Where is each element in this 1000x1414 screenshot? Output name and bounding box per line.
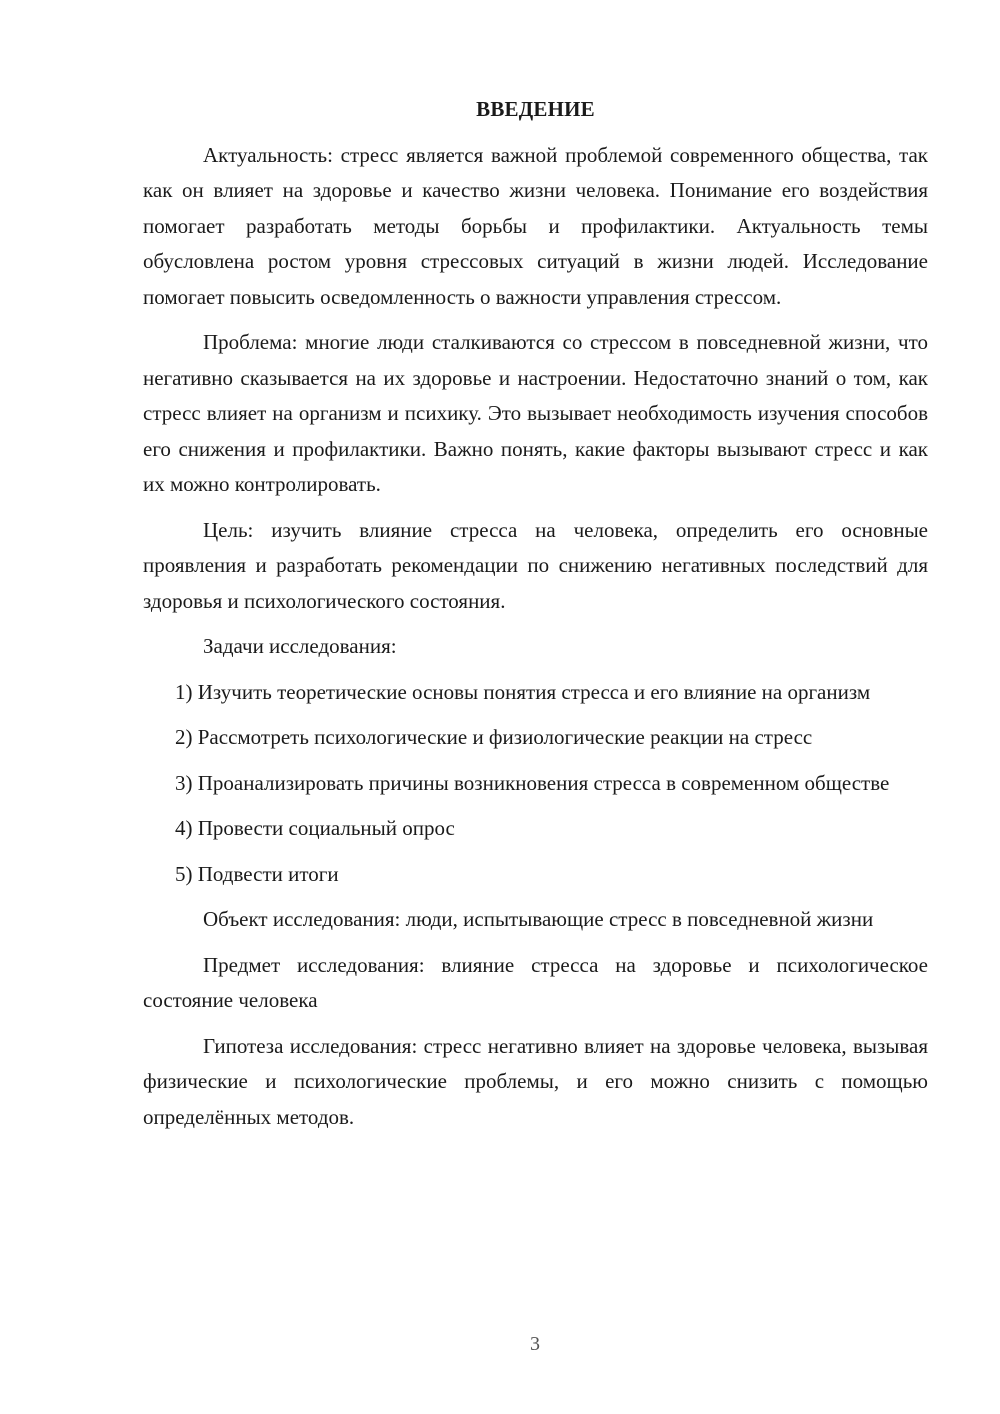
tasks-heading: Задачи исследования: — [203, 634, 397, 658]
page-number: 3 — [530, 1333, 540, 1355]
task-item-3: 3) Проанализировать причины возникновения стресса в современном обществе — [175, 770, 890, 795]
object-paragraph: Объект исследования: люди, испытывающие стресс в повседневной жизни — [203, 907, 874, 931]
relevance-paragraph: Актуальность: стресс является важной проблемой современного общества, так как он влияет на здоровье и качество жизни человека. Понимание его воздействия помогает разработать методы борьбы и профилактики. Актуальность темы обусловлена ростом уровня стрессовых ситуаций в жизни людей. Исследование помогает повысить осведомленность о важности управления стрессом. — [143, 142, 928, 309]
goal-paragraph: Цель: изучить влияние стресса на человека, определить его основные проявления и разработать рекомендации по снижению негативных последствий для здоровья и психологического состояния. — [143, 517, 928, 613]
document-page — [143, 92, 928, 1145]
page-title: ВВЕДЕНИЕ — [476, 97, 595, 121]
task-item-2: 2) Рассмотреть психологические и физиологические реакции на стресс — [175, 725, 813, 749]
task-item-1: 1) Изучить теоретические основы понятия стресса и его влияние на организм — [175, 679, 871, 704]
task-item-5: 5) Подвести итоги — [175, 861, 339, 886]
hypothesis-paragraph: Гипотеза исследования: стресс негативно влияет на здоровье человека, вызывая физические и психологические проблемы, и его можно снизить с помощью определённых методов. — [143, 1033, 928, 1129]
problem-paragraph: Проблема: многие люди сталкиваются со стрессом в повседневной жизни, что негативно сказывается на их здоровье и настроении. Недостаточно знаний о том, как стресс влияет на организм и психику. Это вызывает необходимость изучения способов его снижения и профилактики. Важно понять, какие факторы вызывают стресс и как их можно контролировать. — [143, 330, 928, 496]
subject-paragraph: Предмет исследования: влияние стресса на здоровье и психологическое состояние человека — [143, 952, 928, 1012]
task-item-4: 4) Провести социальный опрос — [175, 816, 455, 840]
